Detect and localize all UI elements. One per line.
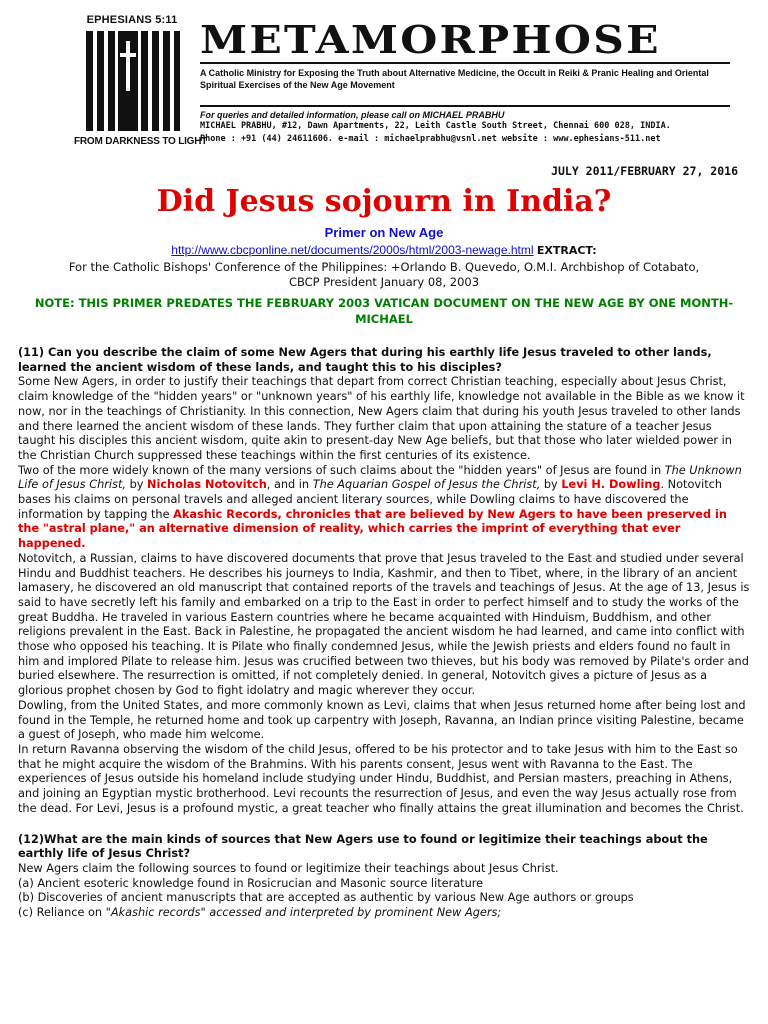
source-link[interactable]: http://www.cbcponline.net/documents/2000s/html/2003-newage.html: [171, 243, 534, 257]
paragraph: [18, 464, 750, 552]
emphasis: Akashic records" accessed and interpreted by prominent New Agers;: [110, 906, 502, 920]
paragraph: Notovitch, a Russian, claims to have discovered documents that prove that Jesus traveled to the East and studied under several Hindu and Buddhist teachers. He describes his journeys to India, Kashmir, and then to Tibet, where, in the library of an ancient lamasery, he discovered an old manuscript that contained reports of the travels and teachings of Jesus. At the age of 13, Jesus is said to have secretly left his family and embarked on a trip to the East in order to perfect himself and to study the works of the great Buddha. He traveled in various Eastern countries where he became acquainted with Hinduism, Buddhism, and other religions prevalent in the East. Back in Palestine, he propagated the ancient wisdom he had learned, and came into conflict with those who opposed his teaching. It is Pilate who finally condemned Jesus, while the Jewish priests and elders found no fault in him and implored Pilate to release him. Jesus was crucified between two thieves, but his body was removed by Pilate's order and buried elsewhere. The resurrection is omitted, if not completely denied. In general, Notovitch gives a picture of Jesus as a glorious prophet chosen by God to fight idolatry and magic wherever they occur.: [18, 551, 750, 698]
newsletter-title: METAMORPHOSE: [200, 17, 661, 62]
article-title: Did Jesus sojourn in India?: [156, 184, 612, 219]
attribution-line-1: For the Catholic Bishops' Conference of the Philippines: +Orlando B. Quevedo, O.M.I. Archbishop of Cotabato,: [68, 260, 700, 274]
paragraph: New Agers claim the following sources to found or legitimize their teachings about Jesus Christ.: [18, 861, 559, 875]
book-title: The Unknown Life of Jesus Christ,: [18, 463, 742, 492]
article-subtitle: Primer on New Age: [324, 225, 444, 240]
spacer: [18, 817, 750, 833]
article-body: [18, 346, 750, 921]
list-item: [18, 906, 750, 921]
masthead-rule-2: [200, 105, 730, 107]
logo-caption: FROM DARKNESS TO LIGHT: [74, 136, 208, 147]
text: , and in: [266, 478, 313, 492]
text: by: [540, 478, 562, 492]
text: Two of the more widely known of the many versions of such claims about the "hidden years" of Jesus are found in: [18, 463, 665, 477]
book-title: The Aquarian Gospel of Jesus the Christ,: [312, 478, 541, 492]
logo-title: EPHESIANS 5:11: [86, 14, 178, 26]
list-item: (b) Discoveries of ancient manuscripts that are accepted as authentic by various New Age authors or groups: [18, 891, 634, 905]
issue-date: JULY 2011/FEBRUARY 27, 2016: [551, 164, 738, 178]
question-11: (11) Can you describe the claim of some New Agers that during his earthly life Jesus traveled to other lands, learned the ancient wisdom of these lands, and taught this to his disciples?: [18, 346, 712, 374]
source-line: [0, 243, 768, 257]
cross-bars-logo-icon: [82, 29, 182, 133]
extract-label: EXTRACT:: [536, 244, 597, 257]
editor-note: NOTE: THIS PRIMER PREDATES THE FEBRUARY 2003 VATICAN DOCUMENT ON THE NEW AGE BY ONE MONTH- MICHAEL: [34, 296, 734, 326]
question-12: (12)What are the main kinds of sources that New Agers use to found or legitimize their teachings about the earthly life of Jesus Christ?: [18, 832, 708, 861]
paragraph: Dowling, from the United States, and more commonly known as Levi, claims that when Jesus returned home after being lost and found in the Temple, he returned home and took up carpentry with Joseph, Ravanna, an Indian prince visiting Palestine, became a guest of Joseph, who made him welcome.: [18, 698, 746, 742]
list-item: (a) Ancient esoteric knowledge found in Rosicrucian and Masonic source literature: [18, 876, 484, 890]
masthead-rule: [200, 62, 730, 64]
masthead-query: For queries and detailed information, please call on MICHAEL PRABHU: [200, 110, 505, 120]
author-name: Levi H. Dowling: [561, 478, 661, 492]
author-name: Nicholas Notovitch: [147, 478, 267, 492]
masthead-address: MICHAEL PRABHU, #12, Dawn Apartments, 22, Leith Castle South Street, Chennai 600 028, INDIA.: [200, 121, 671, 131]
attribution-line-2: CBCP President January 08, 2003: [288, 275, 480, 289]
attribution: [20, 260, 748, 290]
highlighted-text: Akashic Records, chronicles that are believed by New Agers to have been preserved in the "astral plane," an alternative dimension of reality, which carries the imprint of everything that ever happened.: [18, 507, 727, 551]
masthead: [200, 17, 730, 146]
paragraph: Some New Agers, in order to justify their teachings that depart from correct Christian teaching, especially about Jesus Christ, claim knowledge of the "hidden years" or "unknown years" of his earthly life, knowledge not available in the Bible as we know it now, nor in the teachings of Christianity. In this connection, New Agers claim that during his youth Jesus traveled to other lands and there learned the ancient wisdom of these lands. They further claim that upon attaining the stature of a teacher Jesus taught his disciples this ancient wisdom, quite akin to present-day New Age beliefs, but that those who later wielded power in the Christian Church suppressed these teachings within the first centuries of its existence.: [18, 375, 745, 462]
masthead-contact: Phone : +91 (44) 24611606. e-mail : michaelprabhu@vsnl.net website : www.ephesians-511.net: [200, 134, 661, 144]
text: (c) Reliance on ": [18, 906, 111, 920]
text: by: [125, 478, 148, 492]
ministry-logo: [74, 14, 208, 147]
masthead-tagline: A Catholic Ministry for Exposing the Truth about Alternative Medicine, the Occult in Reiki & Pranic Healing and Oriental Spiritual Exercises of the New Age Movement: [200, 68, 709, 90]
paragraph: In return Ravanna observing the wisdom of the child Jesus, offered to be his protector and to take Jesus with him to the East so that he might acquire the wisdom of the Brahmins. With his parents consent, Jesus went with Ravanna to the East. The experiences of Jesus outside his homeland include studying under Hindu, Buddhist, and Persian masters, preaching in Athens, and joining an Egyptian mystic brotherhood. Levi recounts the resurrection of Jesus, and even the way Jesus actually rose from the dead. For Levi, Jesus is a profound mystic, a great teacher who finally attains the great illumination and becomes the Christ.: [18, 742, 744, 815]
text: . Notovitch bases his claims on personal travels and alleged ancient literary sources, while Dowling claims to have discovered the information by tapping the: [18, 478, 723, 521]
